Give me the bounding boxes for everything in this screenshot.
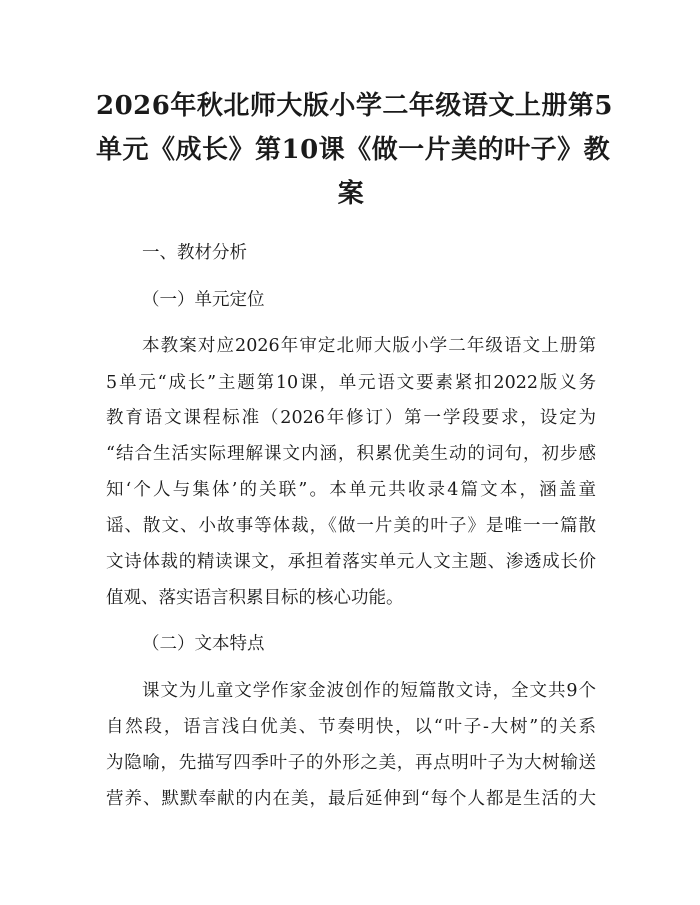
- document-title: [96, 84, 613, 216]
- paragraph-line: 营养、默默奉献的内在美，最后延伸到“每个人都是生活的大: [106, 789, 596, 809]
- paragraph-line: 为隐喻，先描写四季叶子的外形之美，再点明叶子为大树输送: [106, 753, 596, 773]
- paragraph-line: 文诗体裁的精读课文，承担着落实单元人文主题、渗透成长价: [106, 552, 596, 572]
- subsection-heading: （一）单元定位: [142, 290, 265, 310]
- paragraph-line: 5单元“成长”主题第10课，单元语文要素紧扣2022版义务: [106, 373, 596, 393]
- title-line: 案: [337, 179, 365, 209]
- paragraph-line: 值观、落实语言积累目标的核心功能。: [106, 588, 404, 608]
- title-line: 单元《成长》第10课《做一片美的叶子》教: [96, 135, 611, 165]
- subsection-heading: （二）文本特点: [142, 634, 265, 654]
- paragraph-line: 谣、散文、小故事等体裁，《做一片美的叶子》是唯一一篇散: [106, 516, 596, 536]
- title-line: 2026年秋北师大版小学二年级语文上册第5: [96, 91, 613, 121]
- paragraph-line: 本教案对应2026年审定北师大版小学二年级语文上册第: [142, 336, 596, 356]
- paragraph-line: 教育语文课程标准（2026年修订）第一学段要求，设定为: [106, 408, 596, 428]
- paragraph-line: 知‘个人与集体’的关联”。本单元共收录4篇文本，涵盖童: [106, 480, 596, 500]
- section-heading: 一、教材分析: [142, 243, 247, 263]
- paragraph-line: “结合生活实际理解课文内涵，积累优美生动的词句，初步感: [106, 444, 596, 464]
- paragraph-line: 课文为儿童文学作家金波创作的短篇散文诗，全文共9个: [142, 681, 596, 701]
- paragraph-line: 自然段，语言浅白优美、节奏明快，以“叶子-大树”的关系: [106, 717, 596, 737]
